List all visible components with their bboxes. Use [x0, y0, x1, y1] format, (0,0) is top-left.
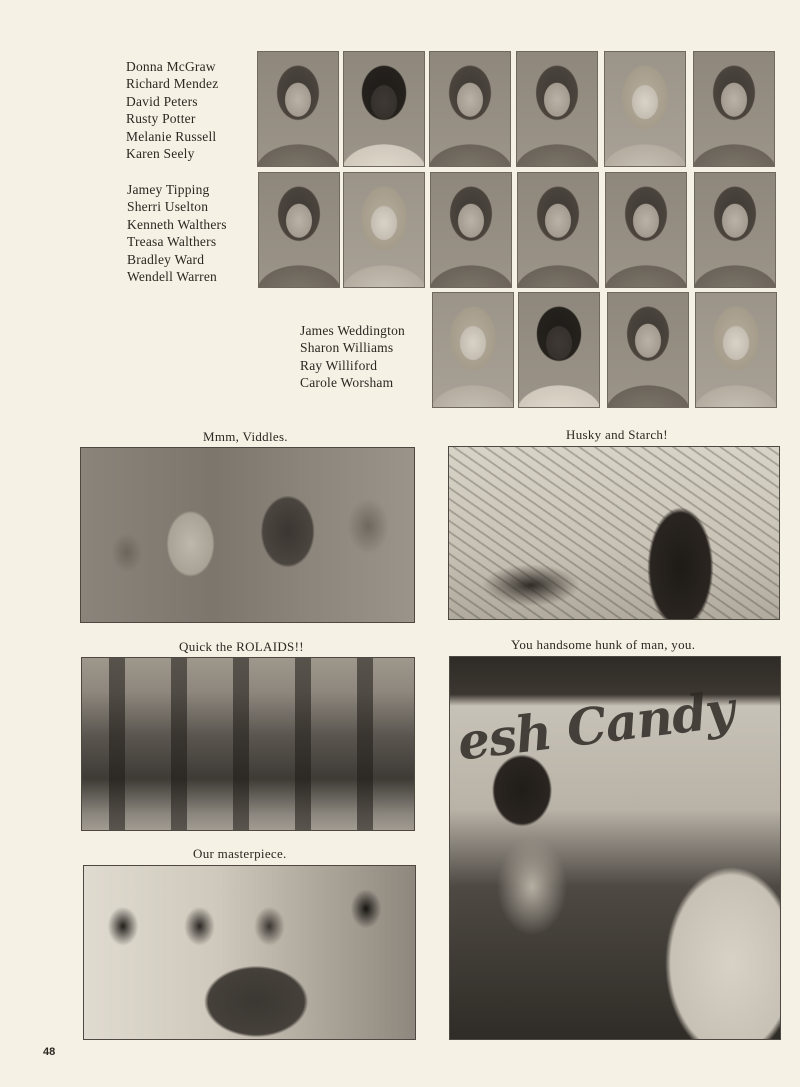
photo-caption: Our masterpiece. — [193, 846, 287, 861]
portrait-photo — [694, 172, 776, 288]
candid-photo-flag — [83, 865, 416, 1040]
student-name: Jamey Tipping — [127, 182, 210, 197]
portrait-photo — [343, 172, 425, 288]
student-name: Sherri Uselton — [127, 199, 209, 215]
student-name: Rusty Potter — [126, 111, 196, 127]
portrait-photo — [432, 292, 514, 408]
name-list-row-3 — [300, 322, 405, 392]
portrait-photo — [604, 51, 686, 167]
candid-photo-candy-store — [449, 656, 781, 1040]
student-name: Kenneth Walthers — [127, 216, 227, 232]
page-number: 48 — [43, 1046, 56, 1058]
student-name: Richard Mendez — [126, 76, 219, 92]
student-name: David Peters — [126, 93, 198, 109]
portrait-photo — [430, 172, 512, 288]
name-list-row-1 — [126, 58, 218, 162]
student-name: Sharon Williams — [300, 340, 394, 356]
portrait-photo — [257, 51, 339, 167]
portrait-photo — [516, 51, 598, 167]
photo-caption: Mmm, Viddles. — [203, 429, 288, 444]
portrait-photo — [258, 172, 340, 288]
candid-photo-lunch — [80, 447, 415, 623]
student-name: Treasa Walthers — [127, 234, 217, 250]
student-name: Karen Seely — [126, 146, 195, 162]
portrait-photo — [605, 172, 687, 288]
portrait-photo — [429, 51, 511, 167]
portrait-photo — [695, 292, 777, 408]
photo-caption: Quick the ROLAIDS!! — [179, 639, 304, 654]
portrait-photo — [517, 172, 599, 288]
student-name: Donna McGraw — [126, 59, 216, 74]
store-sign-text: esh Candy — [454, 679, 737, 772]
candid-photo-tree — [448, 446, 780, 620]
portrait-photo — [607, 292, 689, 408]
photo-caption: You handsome hunk of man, you. — [511, 637, 696, 652]
student-name: Melanie Russell — [126, 128, 217, 144]
candid-photo-group — [81, 657, 415, 831]
student-name: Wendell Warren — [127, 269, 217, 285]
portrait-photo — [693, 51, 775, 167]
student-name: Carole Worsham — [300, 375, 394, 391]
name-list-row-2 — [127, 181, 227, 285]
portrait-photo — [343, 51, 425, 167]
portrait-photo — [518, 292, 600, 408]
student-name: Bradley Ward — [127, 251, 205, 267]
student-name: Ray Williford — [300, 357, 378, 373]
student-name: James Weddington — [300, 323, 405, 338]
photo-caption: Husky and Starch! — [566, 427, 668, 442]
